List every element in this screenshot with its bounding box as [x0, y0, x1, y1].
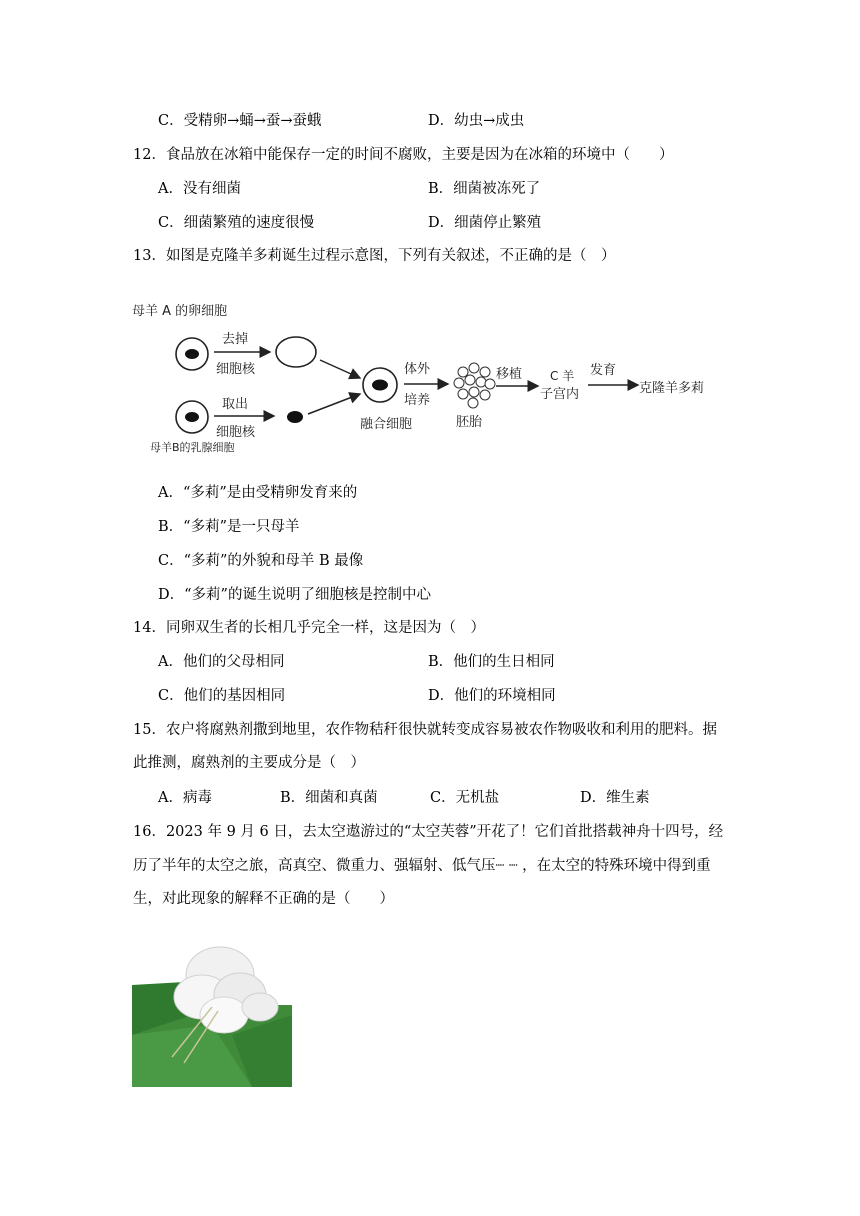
q13-option-c: C．“多莉”的外貌和母羊 B 最像	[158, 553, 364, 569]
enucleated-egg	[276, 337, 316, 367]
fused-nucleus	[372, 380, 388, 391]
q14-option-c: C．他们的基因相同	[158, 688, 286, 704]
label-culture-2: 培养	[404, 393, 431, 408]
q15-option-d: D．维生素	[580, 790, 650, 806]
label-sheep-c: C 羊	[550, 369, 575, 383]
q12-option-c: C．细菌繁殖的速度很慢	[158, 215, 315, 231]
arrow-to-fusion-top	[320, 360, 360, 378]
isolated-nucleus	[287, 411, 303, 423]
embryo-cluster	[454, 363, 495, 408]
space-hibiscus-photo	[132, 945, 292, 1087]
q13-option-d: D．“多莉”的诞生说明了细胞核是控制中心	[158, 587, 431, 603]
label-remove: 去掉	[222, 332, 249, 347]
q14-option-b: B．他们的生日相同	[428, 654, 555, 670]
label-transplant: 移植	[496, 367, 523, 382]
dolly-cloning-diagram	[128, 296, 728, 466]
q14-stem: 14．同卵双生者的长相几乎完全一样，这是因为（ ）	[133, 620, 485, 636]
q15-option-c: C．无机盐	[430, 790, 500, 806]
q14-option-d: D．他们的环境相同	[428, 688, 556, 704]
label-uterus: 子宫内	[540, 387, 580, 402]
label-fused-cell: 融合细胞	[360, 417, 413, 432]
q11-option-d: D．幼虫→成虫	[428, 113, 525, 129]
q16-stem-line1: 16．2023 年 9 月 6 日，去太空遨游过的“太空芙蓉”开花了！它们首批搭载神舟十四号，经	[133, 824, 724, 840]
label-mammary-cell: 母羊B的乳腺细胞	[150, 441, 235, 454]
q12-option-d: D．细菌停止繁殖	[428, 215, 542, 231]
label-embryo: 胚胎	[456, 415, 483, 430]
q13-stem: 13．如图是克隆羊多莉诞生过程示意图，下列有关叙述，不正确的是（ ）	[133, 248, 616, 264]
q12-option-a: A．没有细菌	[158, 181, 241, 197]
label-develop: 发育	[590, 363, 617, 378]
arrow-to-fusion-bottom	[308, 394, 360, 414]
egg-nucleus	[185, 349, 199, 359]
q11-option-c: C．受精卵→蛹→蚕→蚕蛾	[158, 113, 322, 129]
q16-stem-line3: 生，对此现象的解释不正确的是（ ）	[133, 891, 394, 907]
q13-option-a: A．“多莉”是由受精卵发育来的	[158, 485, 358, 501]
mammary-nucleus	[185, 412, 199, 422]
q15-option-a: A．病毒	[158, 790, 212, 806]
label-culture-1: 体外	[404, 362, 431, 377]
label-egg-cell: 母羊 A 的卵细胞	[132, 304, 228, 319]
label-nucleus-1: 细胞核	[216, 362, 256, 377]
q12-option-b: B．细菌被冻死了	[428, 181, 541, 197]
label-dolly: 克隆羊多莉	[639, 381, 705, 396]
label-take-out: 取出	[222, 397, 249, 412]
q15-stem-line1: 15．农户将腐熟剂撒到地里，农作物秸秆很快就转变成容易被农作物吸收和利用的肥料。据	[133, 722, 717, 738]
label-nucleus-2: 细胞核	[216, 425, 256, 440]
q15-option-b: B．细菌和真菌	[280, 790, 378, 806]
q12-stem: 12．食品放在冰箱中能保存一定的时间不腐败，主要是因为在冰箱的环境中（ ）	[133, 147, 674, 163]
q14-option-a: A．他们的父母相同	[158, 654, 285, 670]
q16-stem-line2: 历了半年的太空之旅，高真空、微重力、强辐射、低气压┈ ┈ ，在太空的特殊环境中得到重	[133, 858, 711, 874]
q15-stem-line2: 此推测，腐熟剂的主要成分是（ ）	[133, 755, 365, 771]
q13-option-b: B．“多莉”是一只母羊	[158, 519, 300, 535]
